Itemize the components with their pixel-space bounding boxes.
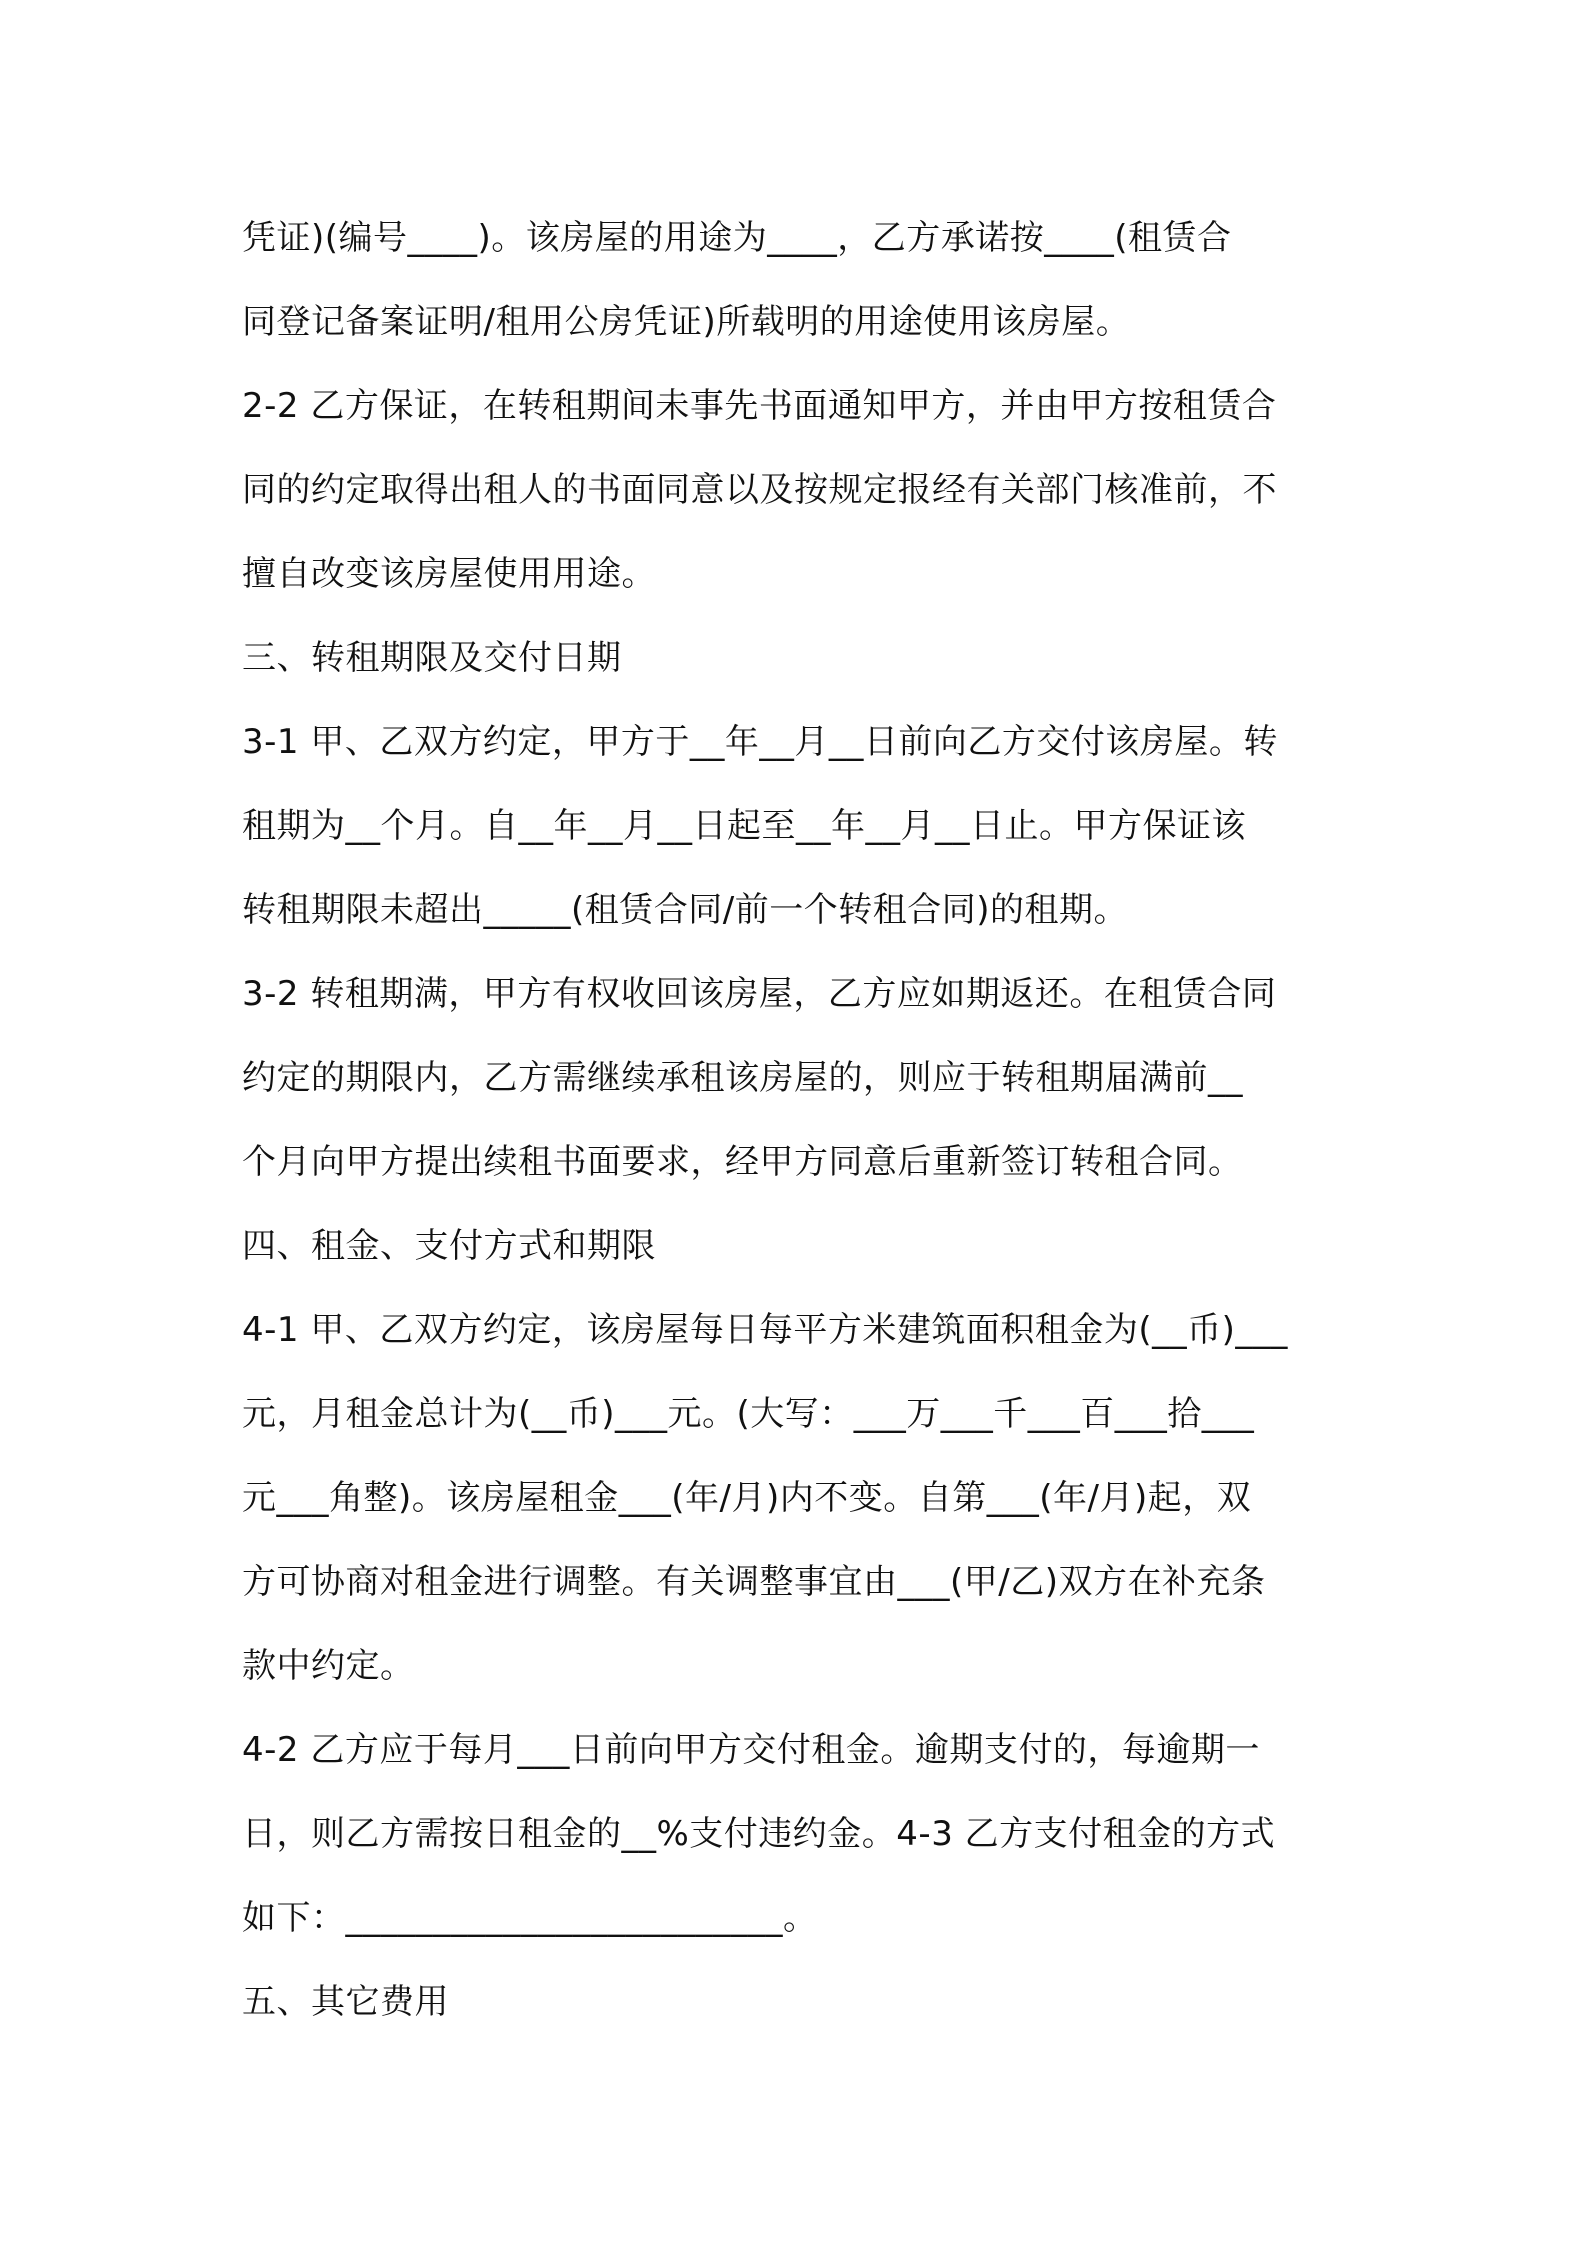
clause-4-2-line: 4-2 乙方应于每月___日前向甲方交付租金。逾期支付的，每逾期一 bbox=[242, 1730, 1260, 1770]
text-line: 同登记备案证明/租用公房凭证)所载明的用途使用该房屋。 bbox=[242, 302, 1131, 342]
text-line: 擅自改变该房屋使用用途。 bbox=[242, 554, 656, 594]
text-line: 同的约定取得出租人的书面同意以及按规定报经有关部门核准前，不 bbox=[242, 470, 1277, 510]
section-heading-3: 三、转租期限及交付日期 bbox=[242, 638, 622, 678]
clause-2-2-line: 2-2 乙方保证，在转租期间未事先书面通知甲方，并由甲方按租赁合 bbox=[242, 386, 1277, 426]
text-line: 款中约定。 bbox=[242, 1646, 415, 1686]
text-line: 约定的期限内，乙方需继续承租该房屋的，则应于转租期届满前__ bbox=[242, 1058, 1243, 1098]
clause-4-1-line: 4-1 甲、乙双方约定，该房屋每日每平方米建筑面积租金为(__币)___ bbox=[242, 1310, 1288, 1350]
text-line: 元___角整)。该房屋租金___(年/月)内不变。自第___(年/月)起，双 bbox=[242, 1478, 1252, 1518]
text-line: 凭证)(编号____)。该房屋的用途为____，乙方承诺按____(租赁合 bbox=[242, 218, 1232, 258]
text-line: 转租期限未超出_____(租赁合同/前一个转租合同)的租期。 bbox=[242, 890, 1128, 930]
text-line: 方可协商对租金进行调整。有关调整事宜由___(甲/乙)双方在补充条 bbox=[242, 1562, 1266, 1602]
section-heading-4: 四、租金、支付方式和期限 bbox=[242, 1226, 656, 1266]
text-line: 元，月租金总计为(__币)___元。(大写：___万___千___百___拾___ bbox=[242, 1394, 1255, 1434]
clause-3-2-line: 3-2 转租期满，甲方有权收回该房屋，乙方应如期返还。在租赁合同 bbox=[242, 974, 1277, 1014]
text-line: 日，则乙方需按日租金的__%支付违约金。4-3 乙方支付租金的方式 bbox=[242, 1814, 1276, 1854]
text-line: 如下：_________________________。 bbox=[242, 1898, 818, 1938]
clause-3-1-line: 3-1 甲、乙双方约定，甲方于__年__月__日前向乙方交付该房屋。转 bbox=[242, 722, 1278, 762]
section-heading-5: 五、其它费用 bbox=[242, 1982, 449, 2022]
text-line: 租期为__个月。自__年__月__日起至__年__月__日止。甲方保证该 bbox=[242, 806, 1246, 846]
text-line: 个月向甲方提出续租书面要求，经甲方同意后重新签订转租合同。 bbox=[242, 1142, 1243, 1182]
document-body bbox=[242, 196, 1352, 2044]
